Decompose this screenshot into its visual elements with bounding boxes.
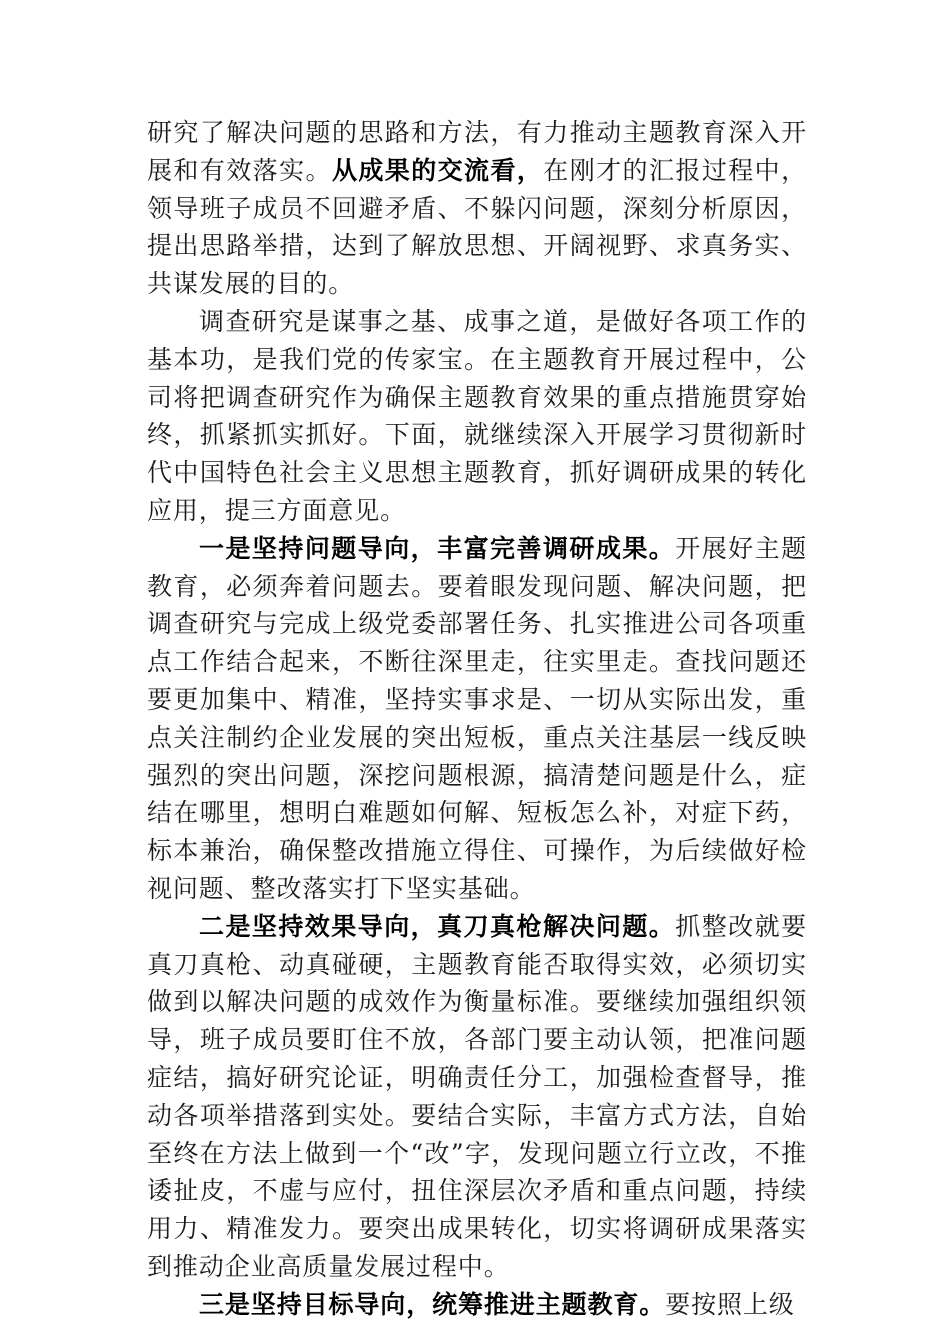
- text-segment: 要按照上级: [665, 1289, 795, 1319]
- paragraph-4: [147, 908, 807, 1286]
- bold-heading-segment: 从成果的交流看，: [331, 155, 544, 185]
- text-segment: 在刚才的汇报过程中，领导班子成员不回避矛盾、不躲闪问题，深刻分析原因，提出思路举措，达到了解放思想、开阔视野、求真务实、共谋发展的目的。: [147, 155, 807, 299]
- text-segment: 开展好主题教育，必须奔着问题去。要着眼发现问题、解决问题，把调查研究与完成上级党委部署任务、扎实推进公司各项重点工作结合起来，不断往深里走，往实里走。查找问题还要更加集中、精准，坚持实事求是、一切从实际出发，重点关注制约企业发展的突出短板，重点关注基层一线反映强烈的突出问题，深挖问题根源，搞清楚问题是什么，症结在哪里，想明白难题如何解、短板怎么补，对症下药，标本兼治，确保整改措施立得住、可操作，为后续做好检视问题、整改落实打下坚实基础。: [147, 533, 807, 903]
- text-segment: 调查研究是谋事之基、成事之道，是做好各项工作的基本功，是我们党的传家宝。在主题教育开展过程中，公司将把调查研究作为确保主题教育效果的重点措施贯穿始终，抓紧抓实抓好。下面，就继续深入开展学习贯彻新时代中国特色社会主义思想主题教育，抓好调研成果的转化应用，提三方面意见。: [147, 306, 807, 525]
- paragraph-3: [147, 530, 807, 908]
- bold-heading-segment: 二是坚持效果导向，真刀真枪解决问题。: [199, 911, 676, 941]
- paragraph-5: [147, 1286, 807, 1324]
- text-segment: 抓整改就要真刀真枪、动真碰硬，主题教育能否取得实效，必须切实做到以解决问题的成效作为衡量标准。要继续加强组织领导，班子成员要盯住不放，各部门要主动认领，把准问题症结，搞好研究论证，明确责任分工，加强检查督导，推动各项举措落到实处。要结合实际，丰富方式方法，自始至终在方法上做到一个“改”字，发现问题立行立改，不推诿扯皮，不虚与应付，扭住深层次矛盾和重点问题，持续用力、精准发力。要突出成果转化，切实将调研成果落实到推动企业高质量发展过程中。: [147, 911, 807, 1281]
- text-segment: 研究了解决问题的思路和方法，有力推动主题教育深入开展和有效落实。: [147, 118, 807, 185]
- bold-heading-segment: 三是坚持目标导向，统筹推进主题教育。: [199, 1289, 666, 1319]
- paragraph-1: [147, 114, 807, 303]
- bold-heading-segment: 一是坚持问题导向，丰富完善调研成果。: [199, 533, 676, 563]
- paragraph-2: [147, 303, 807, 530]
- document-body: [147, 114, 807, 1324]
